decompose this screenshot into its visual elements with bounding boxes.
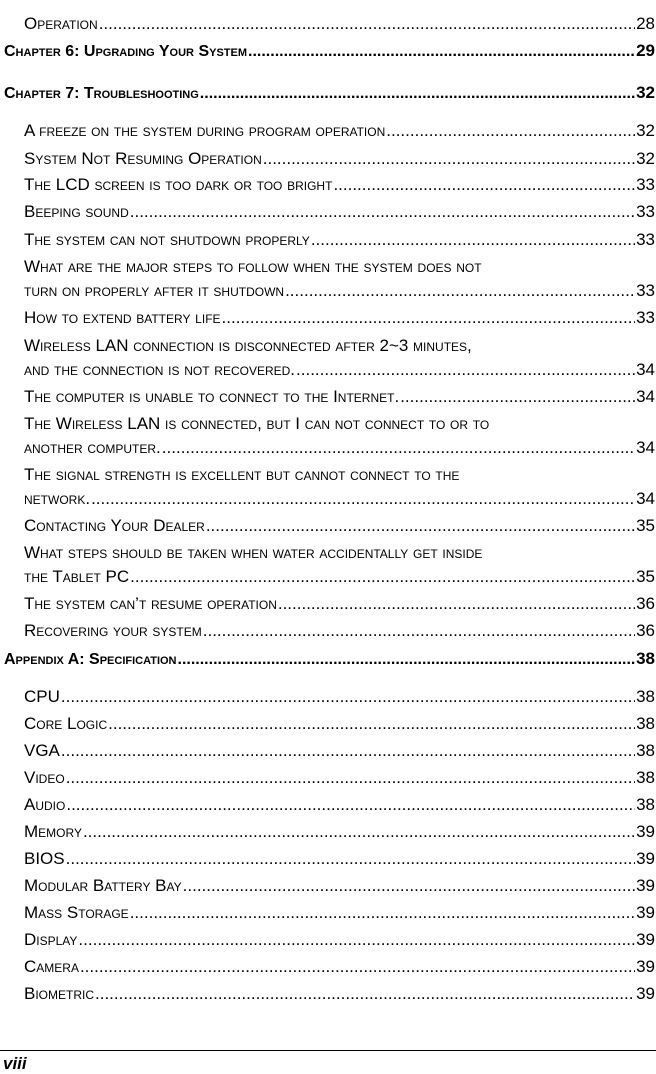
toc-entry-page: 35 xyxy=(636,567,655,586)
toc-entry-page: 39 xyxy=(636,957,655,976)
toc-entry-page: 39 xyxy=(636,984,655,1003)
toc-leader-dots xyxy=(130,202,635,222)
toc-entry-title: BIOS xyxy=(24,849,65,868)
toc-entry-title: System Not Resuming Operation xyxy=(24,149,262,168)
toc-entry-title-line1: The Wireless LAN is connected, but I can not connect to or to xyxy=(24,414,490,433)
toc-leader-dots xyxy=(200,84,635,104)
toc-entry[interactable] xyxy=(24,714,655,734)
toc-leader-dots xyxy=(183,876,635,896)
toc-entry-title: VGA xyxy=(24,741,60,760)
toc-chapter-page: 32 xyxy=(636,83,655,102)
toc-entry-title: CPU xyxy=(24,687,60,706)
toc-entry[interactable] xyxy=(24,876,655,896)
toc-entry[interactable] xyxy=(24,230,655,250)
toc-leader-dots xyxy=(83,822,635,842)
toc-entry-title: A freeze on the system during program operation xyxy=(24,121,386,140)
toc-entry-page: 38 xyxy=(636,741,655,760)
toc-leader-dots xyxy=(78,930,635,950)
toc-leader-dots xyxy=(162,438,635,458)
toc-entry[interactable] xyxy=(24,687,655,707)
toc-entry[interactable] xyxy=(24,930,655,950)
toc-entry-title: and the connection is not recovered. xyxy=(24,360,296,379)
toc-chapter-page: 29 xyxy=(636,41,655,60)
toc-entry-page: 32 xyxy=(636,121,655,140)
toc-entry-page: 39 xyxy=(636,849,655,868)
toc-leader-dots xyxy=(203,621,635,641)
toc-entry-title: the Tablet PC xyxy=(24,567,130,586)
toc-entry-title: Biometric xyxy=(24,984,95,1003)
footer-page-number: viii xyxy=(3,1054,27,1073)
toc-leader-dots xyxy=(311,230,635,250)
toc-entry[interactable] xyxy=(24,984,655,1004)
toc-entry-page: 38 xyxy=(636,768,655,787)
toc-entry-title: another computer. xyxy=(24,438,161,457)
toc-entry-title: Modular Battery Bay xyxy=(24,876,182,895)
toc-leader-dots xyxy=(66,768,635,788)
toc-entry-title: Memory xyxy=(24,822,82,841)
toc-chapter-title: Appendix A: Specification xyxy=(4,651,177,668)
toc-entry[interactable] xyxy=(24,957,655,977)
toc-leader-dots xyxy=(296,360,635,380)
toc-leader-dots xyxy=(130,567,635,587)
toc-entry-title: The computer is unable to connect to the Internet. xyxy=(24,387,400,406)
toc-entry-page: 34 xyxy=(636,489,655,508)
toc-leader-dots xyxy=(386,121,635,141)
toc-entry[interactable] xyxy=(24,387,655,407)
toc-entry-title: Video xyxy=(24,768,65,787)
toc-leader-dots xyxy=(278,594,635,614)
toc-entry-page: 33 xyxy=(636,230,655,249)
toc-entry-title: The system can’t resume operation xyxy=(24,594,277,613)
toc-leader-dots xyxy=(285,281,635,301)
toc-leader-dots xyxy=(95,984,635,1004)
toc-chapter-title: Chapter 7: Troubleshooting xyxy=(4,85,199,102)
toc-entry-page: 39 xyxy=(636,930,655,949)
toc-leader-dots xyxy=(66,849,635,869)
toc-entry-page: 34 xyxy=(636,387,655,406)
toc-entry-title: Operation xyxy=(24,14,98,33)
toc-leader-dots xyxy=(178,650,636,670)
toc-entry-page: 39 xyxy=(636,903,655,922)
toc-entry-page: 36 xyxy=(636,621,655,640)
toc-chapter[interactable] xyxy=(4,649,655,670)
toc-leader-dots xyxy=(61,687,635,707)
toc-entry[interactable] xyxy=(24,903,655,923)
toc-entry-page: 34 xyxy=(636,360,655,379)
toc-leader-dots xyxy=(206,516,635,536)
toc-entry-title: Mass Storage xyxy=(24,903,129,922)
toc-entry[interactable] xyxy=(24,121,655,141)
toc-leader-dots xyxy=(66,795,635,815)
toc-entry-title-line1: What steps should be taken when water accidentally get inside xyxy=(24,543,483,562)
toc-entry-page: 38 xyxy=(636,795,655,814)
toc-leader-dots xyxy=(263,149,635,169)
toc-chapter-title: Chapter 6: Upgrading Your System xyxy=(4,43,248,60)
toc-entry-page: 33 xyxy=(636,308,655,327)
toc-entry[interactable] xyxy=(24,594,655,614)
toc-leader-dots xyxy=(91,489,635,509)
toc-entry-title-line1: Wireless LAN connection is disconnected after 2~3 minutes, xyxy=(24,336,472,355)
toc-leader-dots xyxy=(222,308,636,328)
toc-entry-title: The system can not shutdown properly xyxy=(24,230,310,249)
toc-entry-page: 39 xyxy=(636,876,655,895)
toc-entry[interactable] xyxy=(24,175,655,195)
toc-entry-page: 36 xyxy=(636,594,655,613)
toc-entry[interactable] xyxy=(24,768,655,788)
toc-entry-title: Core Logic xyxy=(24,714,108,733)
toc-entry[interactable] xyxy=(24,202,655,222)
toc-entry-title: Recovering your system xyxy=(24,621,202,640)
toc-entry[interactable] xyxy=(24,822,655,842)
toc-entry-title: Audio xyxy=(24,795,66,814)
toc-leader-dots xyxy=(333,175,635,195)
toc-leader-dots xyxy=(130,903,635,923)
toc-entry-page: 38 xyxy=(636,714,655,733)
toc-leader-dots xyxy=(248,42,635,62)
toc-entry-title-line1: What are the major steps to follow when the system does not xyxy=(24,257,482,276)
toc-chapter[interactable] xyxy=(4,83,655,104)
toc-entry[interactable] xyxy=(24,795,655,815)
toc-chapter-page: 38 xyxy=(636,649,655,668)
toc-entry-page: 32 xyxy=(636,149,655,168)
toc-entry-page: 33 xyxy=(636,175,655,194)
toc-entry-page: 35 xyxy=(636,516,655,535)
toc-entry-title: Display xyxy=(24,930,78,949)
toc-leader-dots xyxy=(80,957,635,977)
toc-entry-page: 33 xyxy=(636,281,655,300)
toc-entry[interactable] xyxy=(24,14,655,34)
toc-entry-page: 33 xyxy=(636,202,655,221)
toc-entry-title: Beeping sound xyxy=(24,202,129,221)
toc-entry-title: Camera xyxy=(24,957,79,976)
toc-leader-dots xyxy=(108,714,635,734)
toc-entry-title-line1: The signal strength is excellent but cannot connect to the xyxy=(24,465,460,484)
toc-entry-title: turn on properly after it shutdown xyxy=(24,281,285,300)
toc-entry-page: 34 xyxy=(636,438,655,457)
toc-chapter[interactable] xyxy=(4,41,655,62)
toc-leader-dots xyxy=(61,741,635,761)
toc-entry[interactable] xyxy=(24,360,655,380)
toc-entry[interactable] xyxy=(24,621,655,641)
toc-entry[interactable] xyxy=(24,741,655,761)
toc-entry[interactable] xyxy=(24,149,655,169)
footer-rule xyxy=(0,1050,656,1051)
toc-leader-dots xyxy=(99,14,635,34)
toc-entry-page: 38 xyxy=(636,687,655,706)
toc-entry-title: Contacting Your Dealer xyxy=(24,516,205,535)
toc-entry[interactable] xyxy=(24,489,655,509)
toc-entry-title: network. xyxy=(24,489,91,508)
toc-leader-dots xyxy=(400,387,635,407)
toc-entry[interactable] xyxy=(24,567,655,587)
toc-entry[interactable] xyxy=(24,281,655,301)
toc-entry-title: How to extend battery life xyxy=(24,308,221,327)
toc-entry-title: The LCD screen is too dark or too bright xyxy=(24,175,333,194)
toc-entry[interactable] xyxy=(24,308,655,328)
toc-entry[interactable] xyxy=(24,516,655,536)
toc-entry[interactable] xyxy=(24,438,655,458)
toc-entry-page: 39 xyxy=(636,822,655,841)
toc-entry[interactable] xyxy=(24,849,655,869)
toc-entry-page: 28 xyxy=(636,14,655,33)
